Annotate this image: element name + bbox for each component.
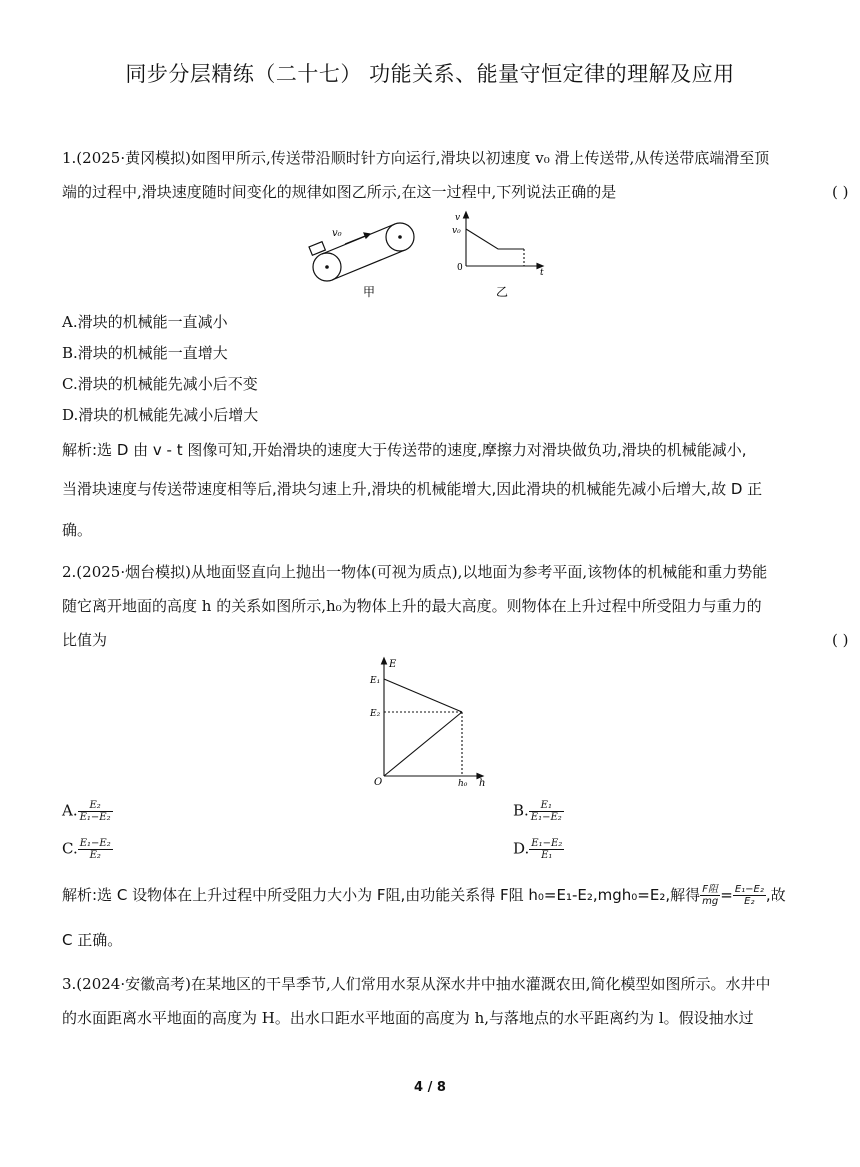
q2-figure-energy-graph [365,652,495,792]
q2-stem-line2: 随它离开地面的高度 h 的关系如图所示,h₀为物体上升的最大高度。则物体在上升过程中所受阻力与重力的 [62,597,762,615]
q1-stem-line2 [62,182,849,202]
q2-solution-line2: C 正确。 [62,931,123,949]
q1-fig-axis-v0: v₀ [452,226,461,236]
q2-stem-line1: 2.(2025·烟台模拟)从地面竖直向上抛出一物体(可视为质点),以地面为参考平面,该物体的机械能和重力势能 [62,563,768,581]
q2-fig-label-e2: E₂ [370,709,381,719]
q1-fig-left-caption: 甲 [363,285,376,299]
q2-stem-line3 [62,630,849,650]
q2-option-a: A. $\frac{\text{E₂}}{\text{E₁−E₂}}$ [62,800,111,823]
q1-figure-vt-graph [448,208,558,303]
q3-stem-line1: 3.(2024·安徽高考)在某地区的干旱季节,人们常用水泵从深水井中抽水灌溉农田,简化模型如图所示。水井中 [62,975,771,993]
q1-option-c: C.滑块的机械能先减小后不变 [62,375,258,393]
q1-option-d: D.滑块的机械能先减小后增大 [62,406,259,424]
page-title: 同步分层精练（二十七） 功能关系、能量守恒定律的理解及应用 [125,62,735,86]
q1-fig-axis-origin: 0 [457,263,463,273]
q2-fig-axis-x: h [479,778,486,789]
q2-option-d: D. $\frac{\text{E₁−E₂}}{\text{E₁}}$ [513,838,563,861]
q2-fig-axis-y: E [389,659,397,670]
q1-fig-right-caption: 乙 [496,285,509,299]
q1-solution-line3: 确。 [62,521,93,539]
q2-solution-line1: 解析:选 C 设物体在上升过程中所受阻力大小为 F阻,由功能关系得 F阻 h₀=E₁-E₂,mgh₀=E₂,解得 $\frac{\text{F阻}}{mg}$ = $\frac{\text{E₁−E₂}}{\text{E₂}}$ ,故 [62,884,786,907]
q2-fig-origin: O [374,777,383,788]
q2-fig-label-e1: E₁ [370,676,381,686]
q1-option-a: A.滑块的机械能一直减小 [62,313,228,331]
q1-fig-axis-t: t [540,268,544,278]
q2-stem-text: 比值为 [62,631,108,649]
q1-solution-line2: 当滑块速度与传送带速度相等后,滑块匀速上升,滑块的机械能增大,因此滑块的机械能先减小后增大,故 D 正 [62,480,763,498]
q1-fig-axis-v: v [455,213,461,223]
q2-option-b: B. $\frac{\text{E₁}}{\text{E₁−E₂}}$ [513,800,562,823]
q3-stem-line2: 的水面距离水平地面的高度为 H。出水口距水平地面的高度为 h,与落地点的水平距离约为 l。假设抽水过 [62,1009,754,1027]
q1-stem-line1: 1.(2025·黄冈模拟)如图甲所示,传送带沿顺时针方向运行,滑块以初速度 v₀ 滑上传送带,从传送带底端滑至顶 [62,149,770,167]
q1-option-b: B.滑块的机械能一直增大 [62,344,228,362]
q1-figure-conveyor [305,210,430,300]
q2-fig-h0: h₀ [458,779,468,789]
q2-option-c: C. $\frac{\text{E₁−E₂}}{\text{E₂}}$ [62,838,111,861]
q1-stem-text: 端的过程中,滑块速度随时间变化的规律如图乙所示,在这一过程中,下列说法正确的是 [62,183,617,201]
page-number: 4 / 8 [414,1080,446,1095]
q1-fig-v0-label: v₀ [332,228,342,239]
q1-solution-line1: 解析:选 D 由 v - t 图像可知,开始滑块的速度大于传送带的速度,摩擦力对滑块做负功,滑块的机械能减小, [62,441,747,459]
q1-answer-bracket: ( ) [832,183,849,201]
q2-answer-bracket: ( ) [832,631,849,649]
